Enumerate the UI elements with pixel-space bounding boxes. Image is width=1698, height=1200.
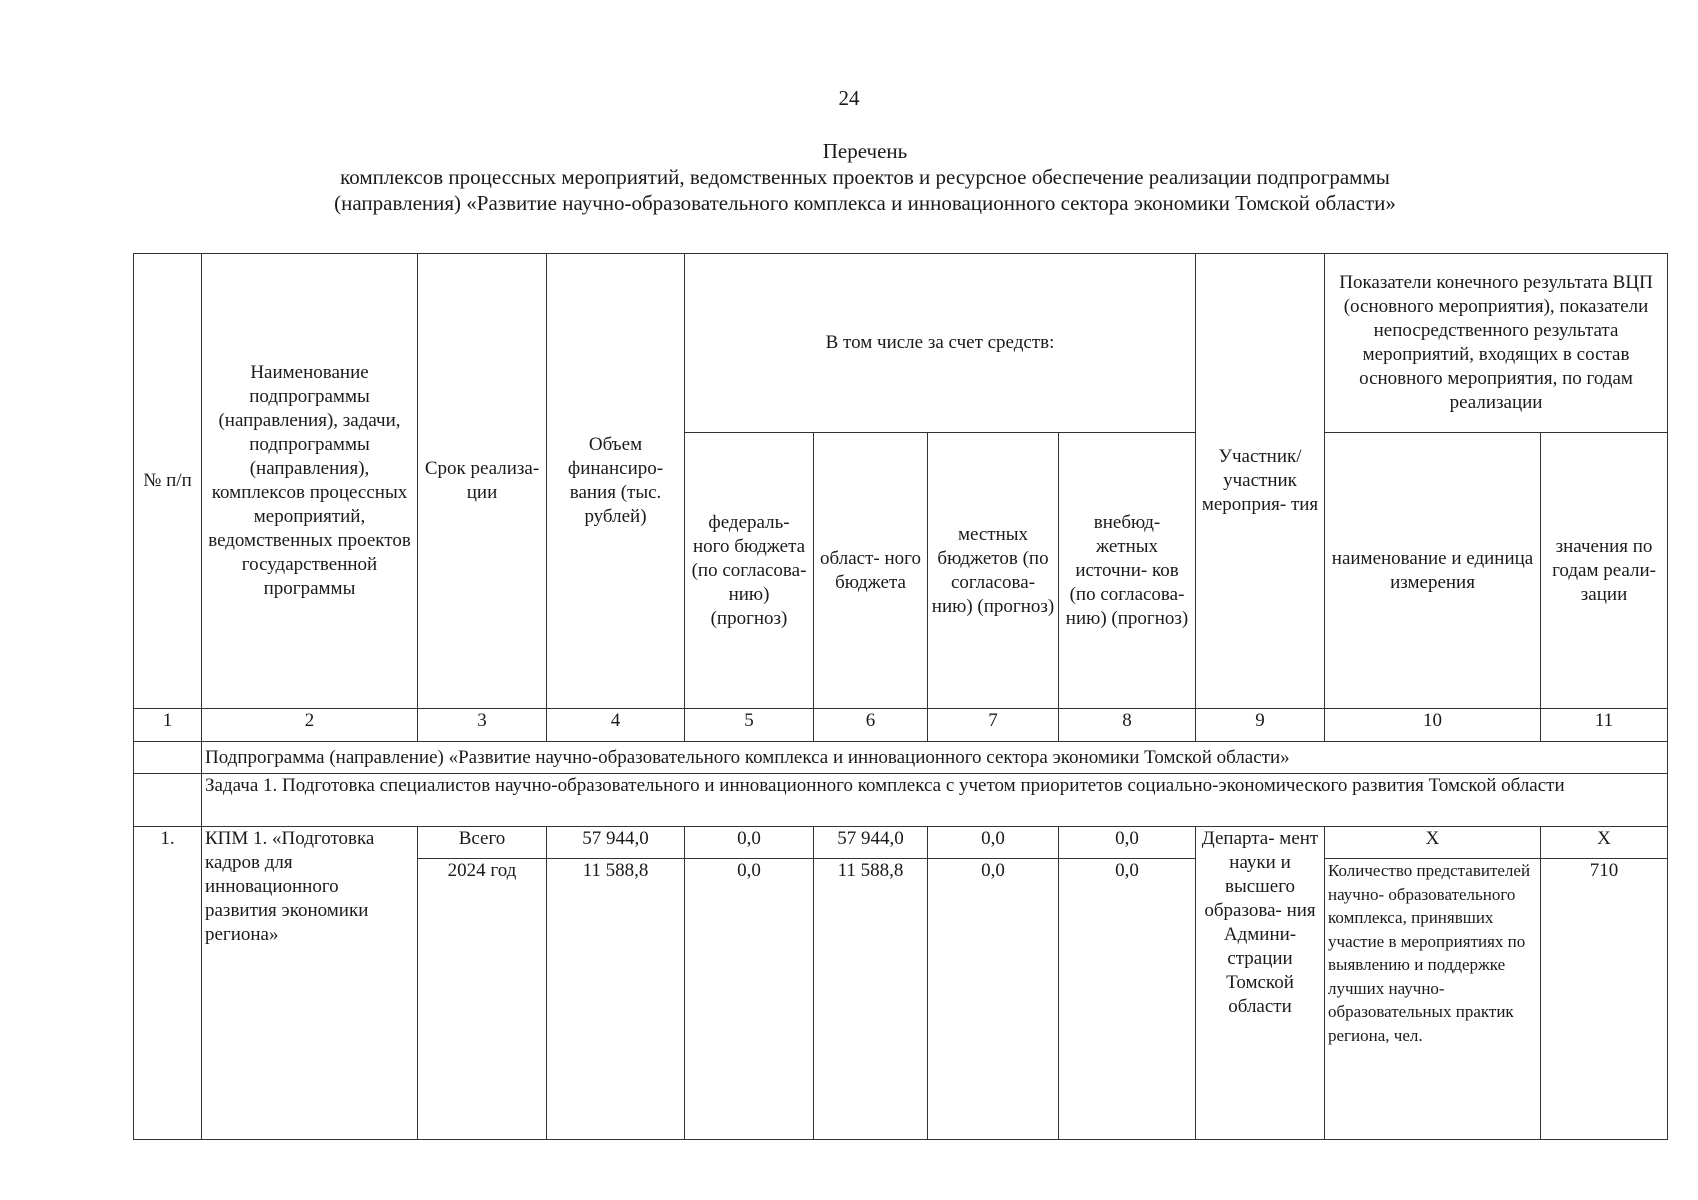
year-extra: 0,0 [1059, 859, 1196, 1140]
header-ind-name: наименование и единица измерения [1325, 433, 1541, 709]
title-line-1: Перечень [822, 139, 908, 163]
task-row [134, 774, 1668, 827]
total-extra: 0,0 [1059, 827, 1196, 859]
column-number: 11 [1541, 709, 1668, 742]
header-ind-values: значения по годам реали- зации [1541, 433, 1668, 709]
column-number: 1 [134, 709, 202, 742]
header-extra: внебюд- жетных источни- ков (по согласова- нию) (прогноз) [1059, 433, 1196, 709]
column-number: 2 [202, 709, 418, 742]
header-sources-group: В том числе за счет средств: [685, 254, 1196, 433]
column-number: 10 [1325, 709, 1541, 742]
header-participant: Участник/ участник мероприя- тия [1196, 254, 1325, 709]
kpm-participant: Департа- мент науки и высшего образова- ния Админи- страции Томской области [1196, 827, 1325, 1140]
total-local: 0,0 [928, 827, 1059, 859]
kpm-number: 1. [134, 827, 202, 1140]
column-number: 5 [685, 709, 814, 742]
header-local: местных бюджетов (по согласова- нию) (прогноз) [928, 433, 1059, 709]
total-regional: 57 944,0 [814, 827, 928, 859]
column-number: 8 [1059, 709, 1196, 742]
column-number: 3 [418, 709, 547, 742]
column-number: 6 [814, 709, 928, 742]
kpm-name: КПМ 1. «Подготовка кадров для инновационного развития экономики региона» [202, 827, 418, 1140]
year-regional: 11 588,8 [814, 859, 928, 1140]
total-volume: 57 944,0 [547, 827, 685, 859]
empty-cell [134, 774, 202, 827]
column-number: 9 [1196, 709, 1325, 742]
year-local: 0,0 [928, 859, 1059, 1140]
header-name: Наименование подпрограммы (направления), задачи, подпрограммы (направления), комплексов процессных мероприятий, ведомственных проектов государственной программы [202, 254, 418, 709]
empty-cell [134, 742, 202, 774]
total-federal: 0,0 [685, 827, 814, 859]
resource-table [133, 253, 1668, 1140]
year-volume: 11 588,8 [547, 859, 685, 1140]
header-term: Срок реализа- ции [418, 254, 547, 709]
document-title [0, 138, 1698, 216]
year-term: 2024 год [418, 859, 547, 1140]
subprogram-row [134, 742, 1668, 774]
total-term: Всего [418, 827, 547, 859]
header-federal: федераль- ного бюджета (по согласова- нию) (прогноз) [685, 433, 814, 709]
column-number: 4 [547, 709, 685, 742]
page-number: 24 [838, 86, 860, 110]
title-line-2: комплексов процессных мероприятий, ведомственных проектов и ресурсное обеспечение реализации подпрограммы [340, 165, 1390, 189]
header-num: № п/п [134, 254, 202, 709]
subprogram-title: Подпрограмма (направление) «Развитие научно-образовательного комплекса и инновационного сектора экономики Томской области» [202, 742, 1668, 774]
total-ind-name: Х [1325, 827, 1541, 859]
year-ind-value: 710 [1541, 859, 1668, 1140]
column-numbers-row [134, 709, 1668, 742]
title-line-3: (направления) «Развитие научно-образовательного комплекса и инновационного сектора экономики Томской области» [334, 191, 1396, 215]
year-ind-name: Количество представителей научно- образовательного комплекса, принявших участие в мероприятиях по выявлению и поддержке лучших научно- образовательных практик региона, чел. [1325, 859, 1541, 1140]
year-federal: 0,0 [685, 859, 814, 1140]
header-indicators-group: Показатели конечного результата ВЦП (основного мероприятия), показатели непосредственного результата мероприятий, входящих в состав основного мероприятия, по годам реализации [1325, 254, 1668, 433]
header-volume: Объем финансиро- вания (тыс. рублей) [547, 254, 685, 709]
task-title: Задача 1. Подготовка специалистов научно-образовательного и инновационного комплекса с учетом приоритетов социально-экономического развития Томской области [202, 774, 1668, 827]
header-regional: област- ного бюджета [814, 433, 928, 709]
kpm-total-row [134, 827, 1668, 859]
column-number: 7 [928, 709, 1059, 742]
total-ind-value: Х [1541, 827, 1668, 859]
